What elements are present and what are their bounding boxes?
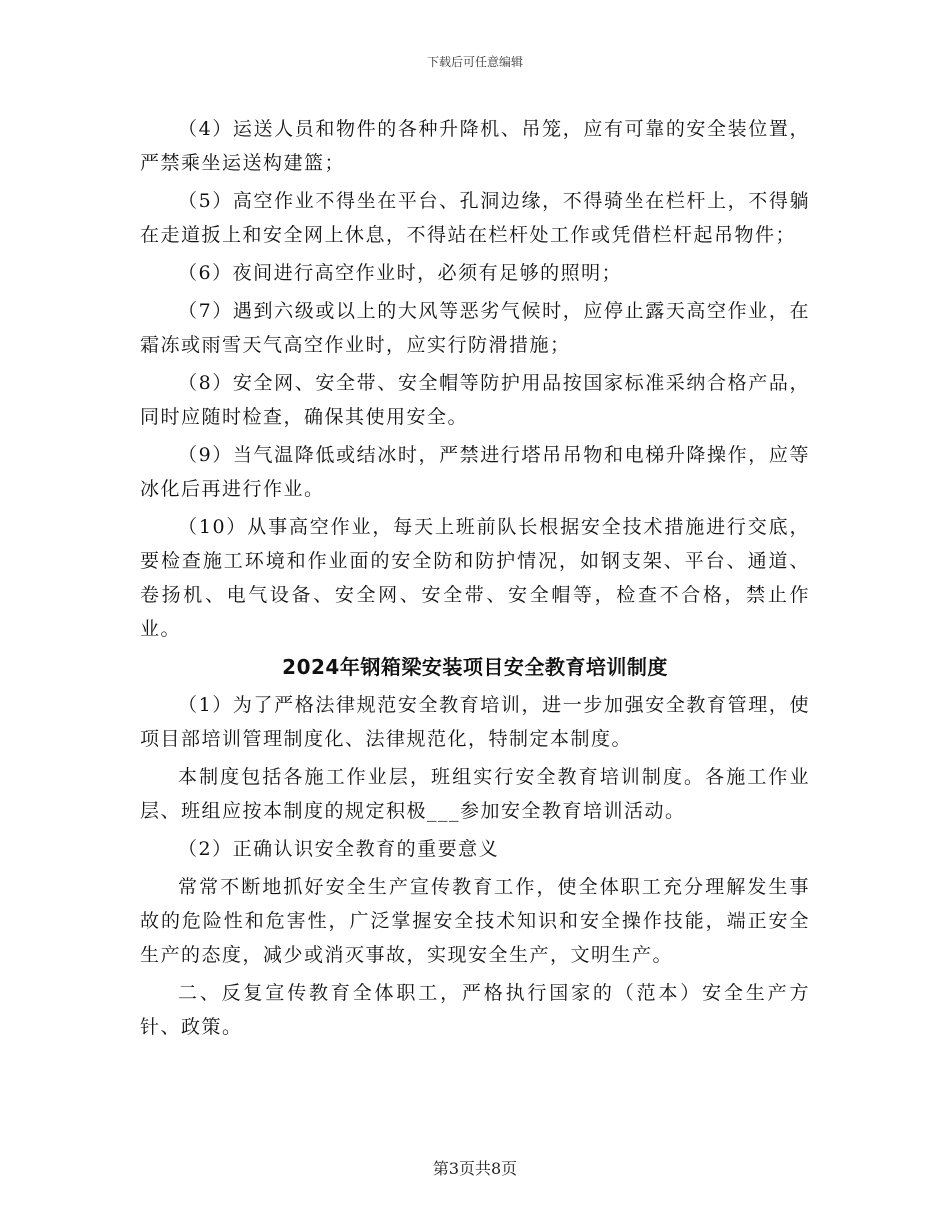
paragraph-item-9: （9）当气温降低或结冰时，严禁进行塔吊吊物和电梯升降操作，应等冰化后再进行作业。 (140, 444, 810, 500)
paragraph-training-policy: 二、反复宣传教育全体职工，严格执行国家的（范本）安全生产方针、政策。 (140, 982, 810, 1038)
paragraph-item-5: （5）高空作业不得坐在平台、孔洞边缘，不得骑坐在栏杆上，不得躺在走道扳上和安全网上休息，不得站在栏杆处工作或凭借栏杆起吊物件； (140, 190, 810, 246)
paragraph-item-10: （10）从事高空作业，每天上班前队长根据安全技术措施进行交底，要检查施工环境和作业面的安全防和防护情况，如钢支架、平台、通道、卷扬机、电气设备、安全网、安全带、安全帽等，检查不合格，禁止作业。 (140, 516, 810, 640)
paragraph-item-7: （7）遇到六级或以上的大风等恶劣气候时，应停止露天高空作业，在霜冻或雨雪天气高空作业时，应实行防滑措施； (140, 300, 810, 356)
document-body (140, 112, 810, 1048)
paragraph-training-scope: 本制度包括各施工作业层，班组实行安全教育培训制度。各施工作业层、班组应按本制度的规定积极___参加安全教育培训活动。 (140, 766, 810, 822)
paragraph-item-4: （4）运送人员和物件的各种升降机、吊笼，应有可靠的安全装位置，严禁乘坐运送构建篮； (140, 118, 810, 174)
paragraph-training-importance: 常常不断地抓好安全生产宣传教育工作，使全体职工充分理解发生事故的危险性和危害性，广泛掌握安全技术知识和安全操作技能，端正安全生产的态度，减少或消灭事故，实现安全生产，文明生产。 (140, 876, 810, 966)
page-header-note: 下载后可任意编辑 (426, 55, 523, 69)
paragraph-item-8: （8）安全网、安全带、安全帽等防护用品按国家标准采纳合格产品，同时应随时检查，确保其使用安全。 (140, 372, 810, 428)
page-number: 第3页共8页 (432, 1159, 518, 1178)
paragraph-item-6: （6）夜间进行高空作业时，必须有足够的照明； (178, 262, 623, 284)
section-title: 2024年钢箱梁安装项目安全教育培训制度 (282, 655, 668, 679)
paragraph-training-2: （2）正确认识安全教育的重要意义 (178, 838, 500, 860)
paragraph-training-1: （1）为了严格法律规范安全教育培训，进一步加强安全教育管理，使项目部培训管理制度化、法律规范化，特制定本制度。 (140, 694, 810, 750)
